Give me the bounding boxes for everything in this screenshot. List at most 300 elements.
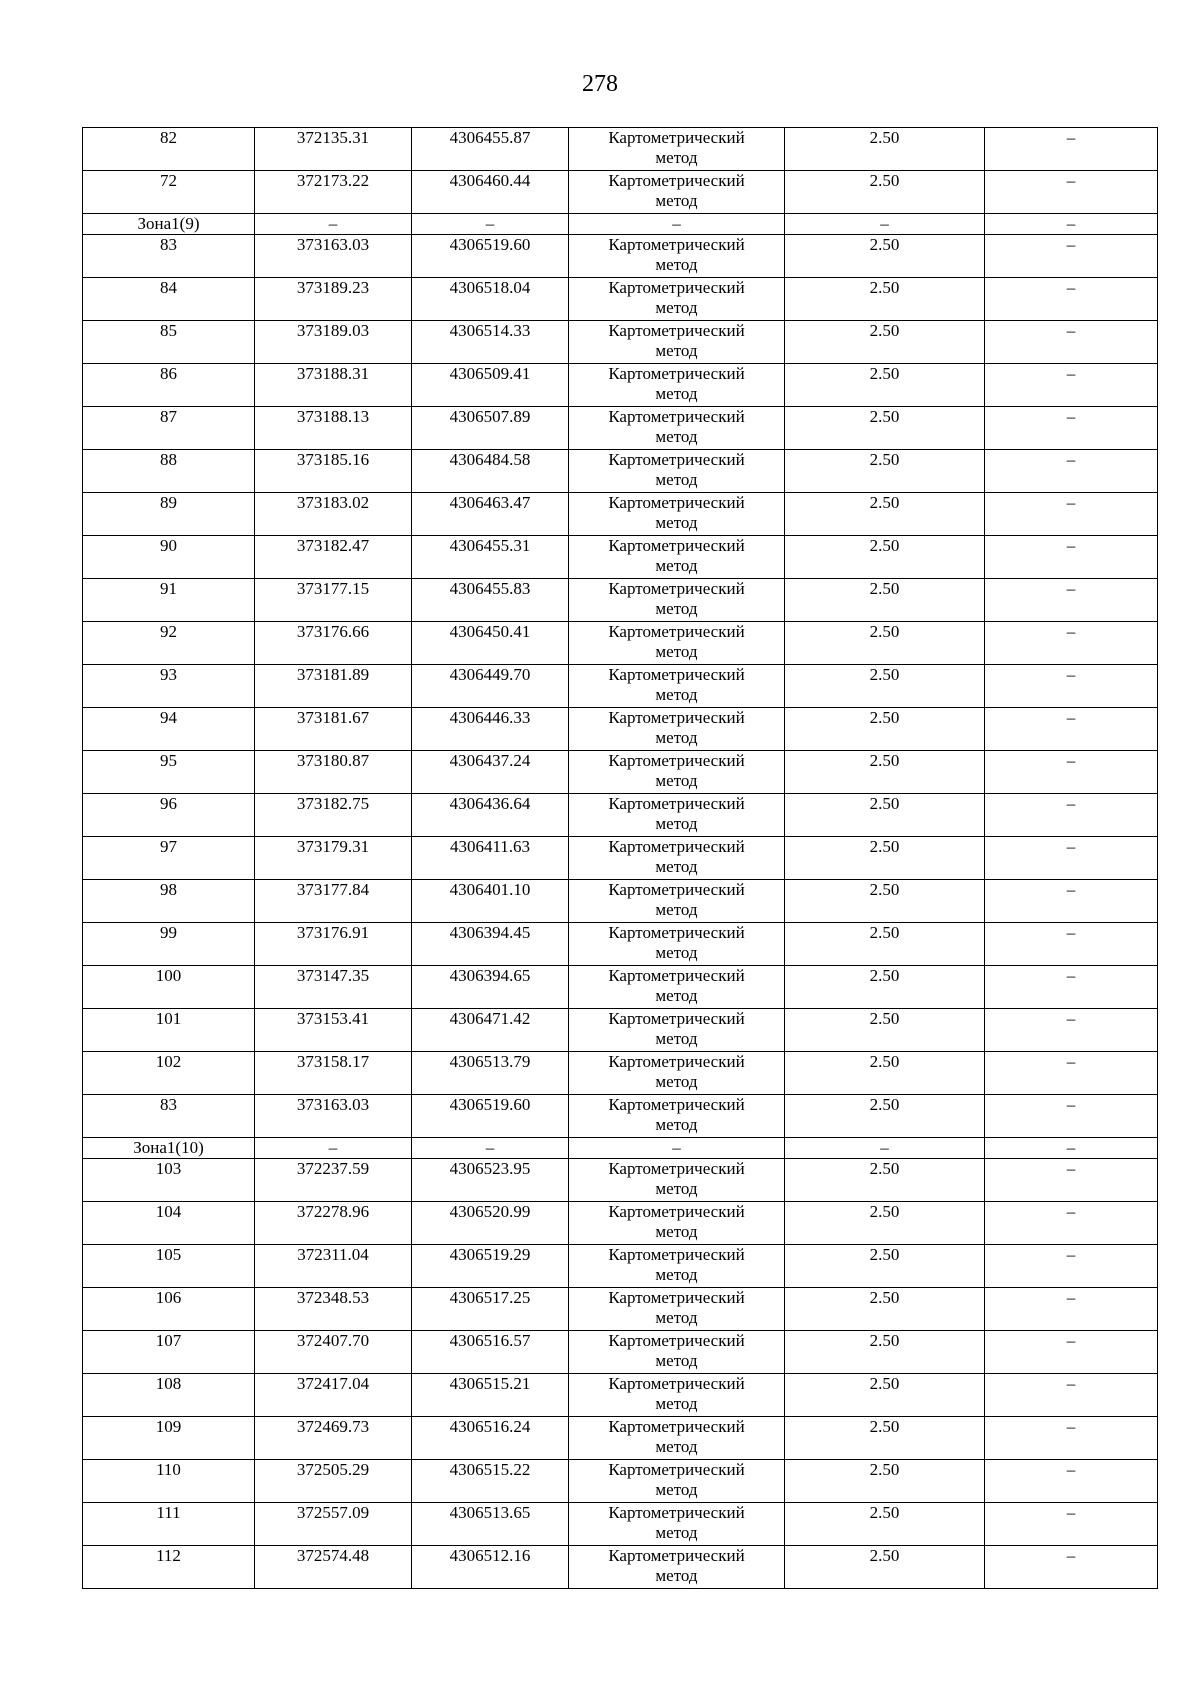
point-number-cell: 112 (83, 1546, 255, 1589)
point-number-cell: 72 (83, 171, 255, 214)
accuracy-cell: 2.50 (785, 1245, 985, 1288)
method-line-2: метод (655, 685, 698, 704)
note-cell: – (985, 1374, 1158, 1417)
x-coordinate-cell: 372407.70 (255, 1331, 412, 1374)
y-coordinate-cell: 4306446.33 (412, 708, 569, 751)
method-cell (569, 708, 785, 751)
point-number-cell: 97 (83, 837, 255, 880)
method-line-2: метод (655, 1308, 698, 1327)
method-line-2: метод (655, 1480, 698, 1499)
x-coordinate-cell: 372311.04 (255, 1245, 412, 1288)
table-row (83, 1374, 1158, 1417)
note-cell: – (985, 880, 1158, 923)
table-row (83, 1331, 1158, 1374)
point-number-cell: 98 (83, 880, 255, 923)
accuracy-cell: 2.50 (785, 171, 985, 214)
accuracy-cell: 2.50 (785, 493, 985, 536)
method-line-2: метод (655, 943, 698, 962)
table-row (83, 1546, 1158, 1589)
table-row (83, 278, 1158, 321)
y-coordinate-cell: 4306514.33 (412, 321, 569, 364)
method-line-2: метод (655, 1072, 698, 1091)
note-cell: – (985, 665, 1158, 708)
accuracy-cell: 2.50 (785, 837, 985, 880)
method-line-2: метод (655, 814, 698, 833)
table-row (83, 1159, 1158, 1202)
table-row (83, 1245, 1158, 1288)
method-cell (569, 1503, 785, 1546)
x-coordinate-cell: 372505.29 (255, 1460, 412, 1503)
x-coordinate-cell: – (255, 1138, 412, 1159)
accuracy-cell: 2.50 (785, 1288, 985, 1331)
method-line-1: Картометрический (608, 1331, 745, 1350)
method-line-1: Картометрический (608, 708, 745, 727)
x-coordinate-cell: 372173.22 (255, 171, 412, 214)
method-line-2: метод (655, 1394, 698, 1413)
method-line-1: Картометрический (608, 1052, 745, 1071)
method-cell (569, 536, 785, 579)
table-row (83, 794, 1158, 837)
note-cell: – (985, 966, 1158, 1009)
x-coordinate-cell: 373180.87 (255, 751, 412, 794)
accuracy-cell: 2.50 (785, 536, 985, 579)
method-cell (569, 407, 785, 450)
method-cell (569, 1009, 785, 1052)
point-number-cell: 108 (83, 1374, 255, 1417)
method-line-2: метод (655, 728, 698, 747)
method-cell: – (569, 1138, 785, 1159)
method-line-2: метод (655, 191, 698, 210)
method-line-1: Картометрический (608, 1374, 745, 1393)
point-number-cell: 101 (83, 1009, 255, 1052)
point-number-cell: 86 (83, 364, 255, 407)
y-coordinate-cell: 4306519.29 (412, 1245, 569, 1288)
method-line-2: метод (655, 1265, 698, 1284)
method-cell (569, 837, 785, 880)
point-number-cell: 93 (83, 665, 255, 708)
x-coordinate-cell: 372469.73 (255, 1417, 412, 1460)
table-row (83, 1009, 1158, 1052)
y-coordinate-cell: 4306450.41 (412, 622, 569, 665)
point-number-cell: 83 (83, 235, 255, 278)
point-number-cell: 111 (83, 1503, 255, 1546)
y-coordinate-cell: 4306460.44 (412, 171, 569, 214)
method-line-1: Картометрический (608, 450, 745, 469)
method-cell (569, 1202, 785, 1245)
method-line-2: метод (655, 771, 698, 790)
y-coordinate-cell: 4306455.31 (412, 536, 569, 579)
table-row (83, 837, 1158, 880)
accuracy-cell: 2.50 (785, 794, 985, 837)
note-cell: – (985, 794, 1158, 837)
note-cell: – (985, 450, 1158, 493)
y-coordinate-cell: 4306449.70 (412, 665, 569, 708)
method-cell (569, 1546, 785, 1589)
method-line-2: метод (655, 148, 698, 167)
accuracy-cell: 2.50 (785, 622, 985, 665)
accuracy-cell: 2.50 (785, 708, 985, 751)
x-coordinate-cell: 372417.04 (255, 1374, 412, 1417)
note-cell: – (985, 321, 1158, 364)
note-cell: – (985, 1095, 1158, 1138)
note-cell: – (985, 171, 1158, 214)
note-cell: – (985, 1245, 1158, 1288)
y-coordinate-cell: 4306437.24 (412, 751, 569, 794)
y-coordinate-cell: 4306513.79 (412, 1052, 569, 1095)
note-cell: – (985, 278, 1158, 321)
note-cell: – (985, 128, 1158, 171)
table-row (83, 1202, 1158, 1245)
point-number-cell: 99 (83, 923, 255, 966)
method-line-1: Картометрический (608, 1288, 745, 1307)
accuracy-cell: 2.50 (785, 1159, 985, 1202)
table-row (83, 923, 1158, 966)
y-coordinate-cell: 4306520.99 (412, 1202, 569, 1245)
accuracy-cell: 2.50 (785, 1374, 985, 1417)
table-row (83, 622, 1158, 665)
method-cell (569, 1460, 785, 1503)
method-cell (569, 1052, 785, 1095)
method-cell (569, 880, 785, 923)
point-number-cell: 106 (83, 1288, 255, 1331)
note-cell: – (985, 1202, 1158, 1245)
y-coordinate-cell: 4306394.65 (412, 966, 569, 1009)
y-coordinate-cell: 4306513.65 (412, 1503, 569, 1546)
method-line-2: метод (655, 986, 698, 1005)
accuracy-cell: – (785, 214, 985, 235)
y-coordinate-cell: 4306436.64 (412, 794, 569, 837)
method-line-1: Картометрический (608, 493, 745, 512)
method-line-1: Картометрический (608, 1503, 745, 1522)
x-coordinate-cell: 373147.35 (255, 966, 412, 1009)
table-row (83, 364, 1158, 407)
table-row (83, 966, 1158, 1009)
y-coordinate-cell: – (412, 1138, 569, 1159)
point-number-cell: 100 (83, 966, 255, 1009)
method-cell (569, 966, 785, 1009)
method-line-1: Картометрический (608, 1202, 745, 1221)
method-line-2: метод (655, 427, 698, 446)
method-line-2: метод (655, 1115, 698, 1134)
accuracy-cell: 2.50 (785, 128, 985, 171)
x-coordinate-cell: 372348.53 (255, 1288, 412, 1331)
x-coordinate-cell: 373158.17 (255, 1052, 412, 1095)
method-line-2: метод (655, 599, 698, 618)
x-coordinate-cell: 373185.16 (255, 450, 412, 493)
point-number-cell: 104 (83, 1202, 255, 1245)
accuracy-cell: 2.50 (785, 665, 985, 708)
x-coordinate-cell: 373176.66 (255, 622, 412, 665)
y-coordinate-cell: 4306484.58 (412, 450, 569, 493)
table-row (83, 128, 1158, 171)
method-line-1: Картометрический (608, 966, 745, 985)
method-line-2: метод (655, 298, 698, 317)
x-coordinate-cell: 372135.31 (255, 128, 412, 171)
table-row (83, 450, 1158, 493)
method-line-2: метод (655, 1351, 698, 1370)
method-line-2: метод (655, 384, 698, 403)
method-line-2: метод (655, 1029, 698, 1048)
accuracy-cell: 2.50 (785, 407, 985, 450)
method-cell (569, 794, 785, 837)
note-cell: – (985, 1331, 1158, 1374)
method-line-1: Картометрический (608, 622, 745, 641)
table-row (83, 235, 1158, 278)
accuracy-cell: 2.50 (785, 579, 985, 622)
method-line-1: Картометрический (608, 536, 745, 555)
table-row (83, 880, 1158, 923)
accuracy-cell: 2.50 (785, 1503, 985, 1546)
y-coordinate-cell: 4306509.41 (412, 364, 569, 407)
method-cell (569, 235, 785, 278)
method-line-2: метод (655, 341, 698, 360)
method-cell (569, 171, 785, 214)
note-cell: – (985, 1546, 1158, 1589)
method-line-2: метод (655, 642, 698, 661)
x-coordinate-cell: 373182.75 (255, 794, 412, 837)
x-coordinate-cell: 373177.15 (255, 579, 412, 622)
y-coordinate-cell: 4306516.24 (412, 1417, 569, 1460)
x-coordinate-cell: 373181.67 (255, 708, 412, 751)
page-number: 278 (582, 71, 618, 97)
x-coordinate-cell: 373183.02 (255, 493, 412, 536)
table-row (83, 321, 1158, 364)
point-number-cell: 92 (83, 622, 255, 665)
accuracy-cell: 2.50 (785, 321, 985, 364)
accuracy-cell: 2.50 (785, 1202, 985, 1245)
x-coordinate-cell: 373179.31 (255, 837, 412, 880)
point-number-cell: 95 (83, 751, 255, 794)
point-number-cell: 84 (83, 278, 255, 321)
x-coordinate-cell: – (255, 214, 412, 235)
accuracy-cell: 2.50 (785, 1095, 985, 1138)
point-number-cell: 102 (83, 1052, 255, 1095)
note-cell: – (985, 235, 1158, 278)
note-cell: – (985, 536, 1158, 579)
note-cell: – (985, 1138, 1158, 1159)
accuracy-cell: 2.50 (785, 880, 985, 923)
point-number-cell: 87 (83, 407, 255, 450)
table-row (83, 1460, 1158, 1503)
note-cell: – (985, 708, 1158, 751)
note-cell: – (985, 751, 1158, 794)
note-cell: – (985, 407, 1158, 450)
table-row (83, 1052, 1158, 1095)
method-line-1: Картометрический (608, 837, 745, 856)
method-line-1: Картометрический (608, 579, 745, 598)
note-cell: – (985, 1052, 1158, 1095)
method-line-1: Картометрический (608, 407, 745, 426)
point-number-cell: 85 (83, 321, 255, 364)
point-number-cell: 83 (83, 1095, 255, 1138)
method-cell (569, 450, 785, 493)
method-cell (569, 1331, 785, 1374)
method-line-1: Картометрический (608, 364, 745, 383)
table-row (83, 1095, 1158, 1138)
table-row (83, 1417, 1158, 1460)
zone-header-row (83, 1138, 1158, 1159)
method-cell (569, 923, 785, 966)
point-number-cell: 90 (83, 536, 255, 579)
point-number-cell: 105 (83, 1245, 255, 1288)
x-coordinate-cell: 372237.59 (255, 1159, 412, 1202)
x-coordinate-cell: 373188.13 (255, 407, 412, 450)
x-coordinate-cell: 373189.03 (255, 321, 412, 364)
x-coordinate-cell: 373181.89 (255, 665, 412, 708)
method-cell (569, 665, 785, 708)
y-coordinate-cell: 4306519.60 (412, 235, 569, 278)
note-cell: – (985, 622, 1158, 665)
point-number-cell: 94 (83, 708, 255, 751)
x-coordinate-cell: 373163.03 (255, 235, 412, 278)
point-number-cell: 103 (83, 1159, 255, 1202)
note-cell: – (985, 364, 1158, 407)
x-coordinate-cell: 373176.91 (255, 923, 412, 966)
note-cell: – (985, 493, 1158, 536)
y-coordinate-cell: 4306411.63 (412, 837, 569, 880)
note-cell: – (985, 923, 1158, 966)
method-cell (569, 1374, 785, 1417)
point-number-cell: 89 (83, 493, 255, 536)
note-cell: – (985, 1417, 1158, 1460)
method-cell (569, 321, 785, 364)
x-coordinate-cell: 372574.48 (255, 1546, 412, 1589)
table-row (83, 407, 1158, 450)
y-coordinate-cell: 4306519.60 (412, 1095, 569, 1138)
note-cell: – (985, 1460, 1158, 1503)
point-number-cell: 109 (83, 1417, 255, 1460)
table-row (83, 171, 1158, 214)
y-coordinate-cell: 4306401.10 (412, 880, 569, 923)
y-coordinate-cell: 4306512.16 (412, 1546, 569, 1589)
method-line-2: метод (655, 1523, 698, 1542)
method-line-2: метод (655, 1222, 698, 1241)
method-line-1: Картометрический (608, 665, 745, 684)
method-line-1: Картометрический (608, 1417, 745, 1436)
coordinates-table (82, 127, 1158, 1589)
method-line-1: Картометрический (608, 1159, 745, 1178)
method-line-1: Картометрический (608, 880, 745, 899)
method-line-1: Картометрический (608, 751, 745, 770)
table-row (83, 536, 1158, 579)
point-number-cell: 96 (83, 794, 255, 837)
method-line-2: метод (655, 470, 698, 489)
method-line-2: метод (655, 857, 698, 876)
x-coordinate-cell: 373153.41 (255, 1009, 412, 1052)
y-coordinate-cell: 4306515.21 (412, 1374, 569, 1417)
accuracy-cell: 2.50 (785, 1546, 985, 1589)
method-line-2: метод (655, 900, 698, 919)
note-cell: – (985, 1288, 1158, 1331)
y-coordinate-cell: 4306515.22 (412, 1460, 569, 1503)
y-coordinate-cell: 4306517.25 (412, 1288, 569, 1331)
method-cell (569, 622, 785, 665)
method-cell (569, 364, 785, 407)
method-line-2: метод (655, 556, 698, 575)
table-row (83, 579, 1158, 622)
method-cell (569, 278, 785, 321)
method-line-1: Картометрический (608, 1460, 745, 1479)
table-row (83, 1288, 1158, 1331)
zone-label: Зона1(10) (83, 1138, 255, 1159)
point-number-cell: 91 (83, 579, 255, 622)
y-coordinate-cell: 4306463.47 (412, 493, 569, 536)
point-number-cell: 82 (83, 128, 255, 171)
y-coordinate-cell: 4306507.89 (412, 407, 569, 450)
point-number-cell: 88 (83, 450, 255, 493)
note-cell: – (985, 1159, 1158, 1202)
accuracy-cell: 2.50 (785, 364, 985, 407)
y-coordinate-cell: 4306471.42 (412, 1009, 569, 1052)
table-row (83, 751, 1158, 794)
x-coordinate-cell: 372278.96 (255, 1202, 412, 1245)
method-line-2: метод (655, 1437, 698, 1456)
accuracy-cell: 2.50 (785, 1052, 985, 1095)
accuracy-cell: 2.50 (785, 1460, 985, 1503)
accuracy-cell: 2.50 (785, 450, 985, 493)
note-cell: – (985, 1009, 1158, 1052)
accuracy-cell: 2.50 (785, 966, 985, 1009)
y-coordinate-cell: 4306394.45 (412, 923, 569, 966)
x-coordinate-cell: 373188.31 (255, 364, 412, 407)
method-line-1: Картометрический (608, 1546, 745, 1565)
table-row (83, 493, 1158, 536)
method-line-2: метод (655, 1566, 698, 1585)
method-cell (569, 1159, 785, 1202)
method-line-1: Картометрический (608, 1245, 745, 1264)
x-coordinate-cell: 373189.23 (255, 278, 412, 321)
accuracy-cell: 2.50 (785, 923, 985, 966)
method-line-1: Картометрический (608, 321, 745, 340)
accuracy-cell: – (785, 1138, 985, 1159)
method-line-1: Картометрический (608, 235, 745, 254)
method-line-1: Картометрический (608, 923, 745, 942)
method-cell (569, 128, 785, 171)
method-line-1: Картометрический (608, 171, 745, 190)
method-cell (569, 579, 785, 622)
point-number-cell: 107 (83, 1331, 255, 1374)
accuracy-cell: 2.50 (785, 235, 985, 278)
table-row (83, 708, 1158, 751)
note-cell: – (985, 1503, 1158, 1546)
method-line-1: Картометрический (608, 128, 745, 147)
method-cell: – (569, 214, 785, 235)
method-cell (569, 493, 785, 536)
y-coordinate-cell: 4306455.87 (412, 128, 569, 171)
x-coordinate-cell: 372557.09 (255, 1503, 412, 1546)
accuracy-cell: 2.50 (785, 1417, 985, 1460)
method-line-1: Картометрический (608, 1095, 745, 1114)
accuracy-cell: 2.50 (785, 1331, 985, 1374)
accuracy-cell: 2.50 (785, 1009, 985, 1052)
y-coordinate-cell: 4306455.83 (412, 579, 569, 622)
note-cell: – (985, 579, 1158, 622)
method-line-2: метод (655, 255, 698, 274)
method-cell (569, 751, 785, 794)
zone-label: Зона1(9) (83, 214, 255, 235)
x-coordinate-cell: 373177.84 (255, 880, 412, 923)
method-line-2: метод (655, 1179, 698, 1198)
method-cell (569, 1417, 785, 1460)
y-coordinate-cell: 4306523.95 (412, 1159, 569, 1202)
point-number-cell: 110 (83, 1460, 255, 1503)
method-line-2: метод (655, 513, 698, 532)
table-row (83, 1503, 1158, 1546)
zone-header-row (83, 214, 1158, 235)
accuracy-cell: 2.50 (785, 278, 985, 321)
coordinates-table-body (83, 128, 1158, 1589)
method-line-1: Картометрический (608, 1009, 745, 1028)
